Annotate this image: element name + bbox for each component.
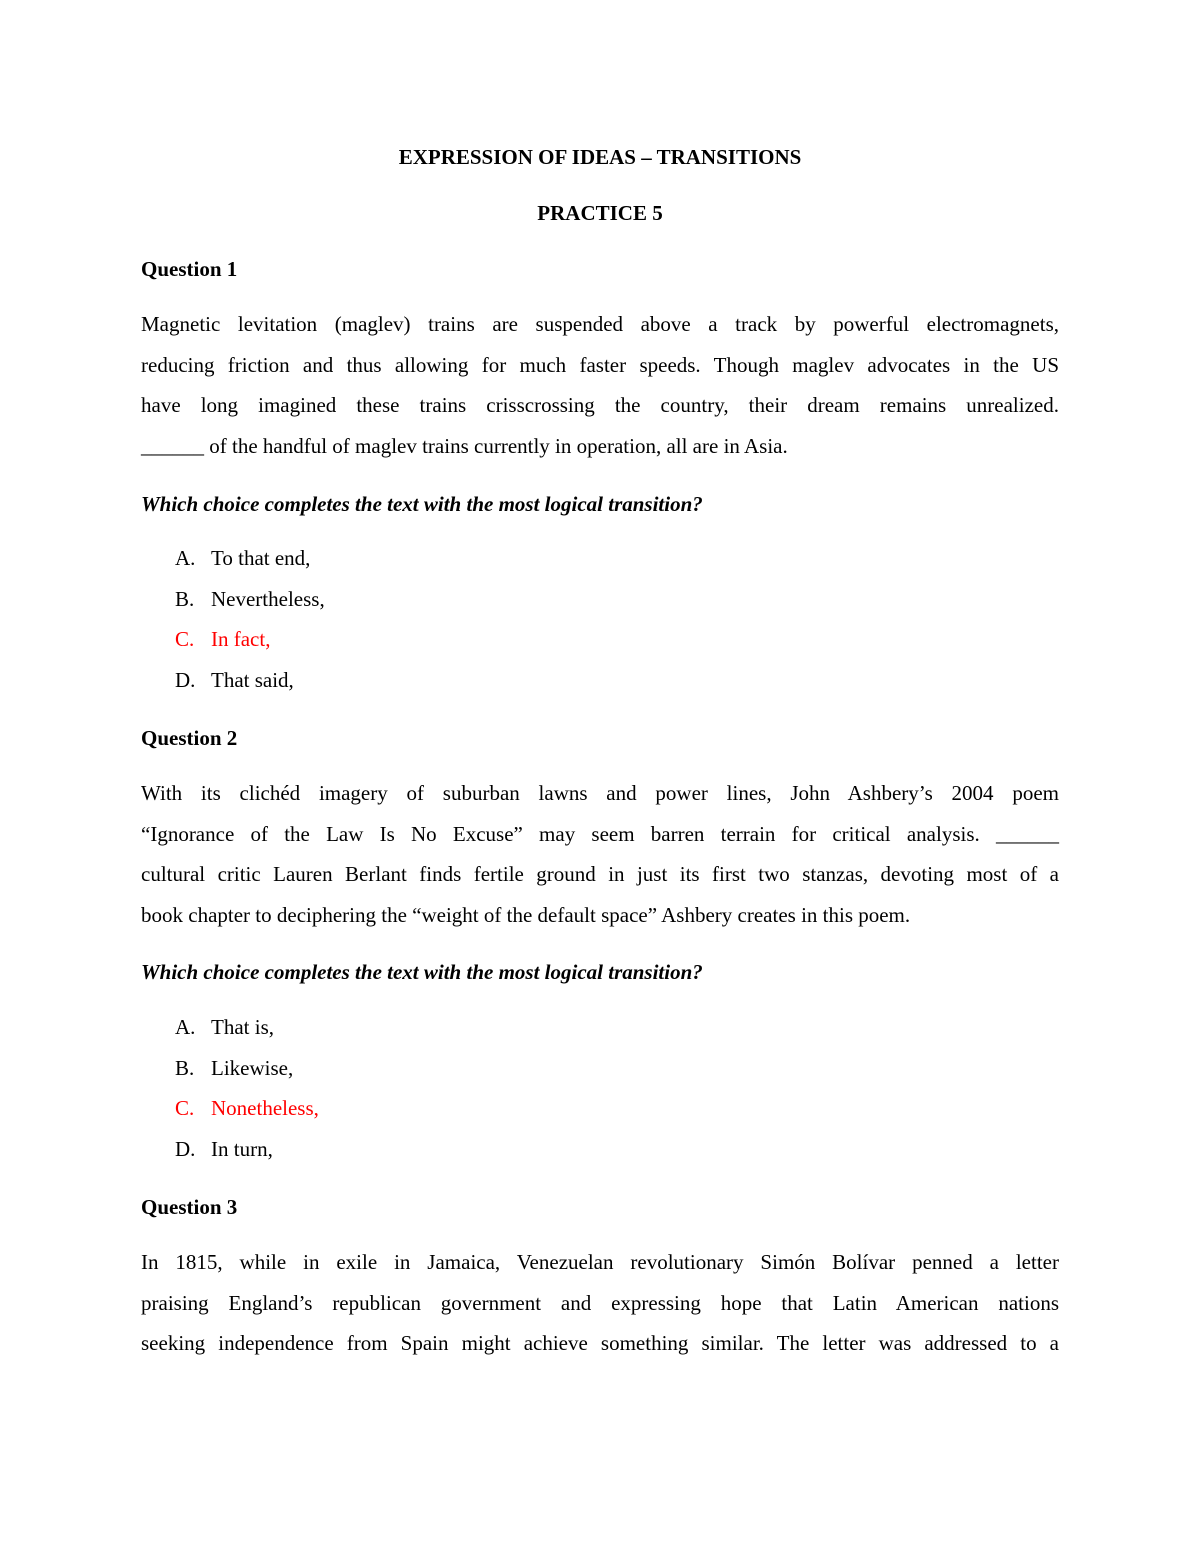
question-passage bbox=[141, 773, 1059, 936]
option-letter: C. bbox=[175, 627, 195, 652]
passage-line: ______ of the handful of maglev trains currently in operation, all are in Asia. bbox=[141, 434, 788, 459]
question-heading: Question 2 bbox=[141, 726, 238, 750]
passage-line: have long imagined these trains crisscrossing the country, their dream remains unrealized. bbox=[141, 393, 1059, 418]
option-text: Likewise, bbox=[211, 1055, 294, 1080]
option-text: Nonetheless, bbox=[211, 1096, 319, 1121]
answer-option-d[interactable] bbox=[175, 1129, 319, 1170]
question-passage bbox=[141, 304, 1059, 467]
option-text: Nevertheless, bbox=[211, 586, 325, 611]
question-prompt: Which choice completes the text with the most logical transition? bbox=[141, 960, 703, 984]
question-passage bbox=[141, 1242, 1059, 1364]
option-letter: C. bbox=[175, 1096, 195, 1121]
option-text: In turn, bbox=[211, 1137, 273, 1162]
passage-line: “Ignorance of the Law Is No Excuse” may seem barren terrain for critical analysis. ______ bbox=[141, 821, 1059, 846]
option-letter: D. bbox=[175, 668, 196, 693]
answer-option-b[interactable] bbox=[175, 1048, 319, 1089]
answer-option-c[interactable] bbox=[175, 619, 325, 660]
answer-option-c[interactable] bbox=[175, 1088, 319, 1129]
answer-option-b[interactable] bbox=[175, 579, 325, 620]
option-text: In fact, bbox=[211, 627, 271, 652]
passage-line: cultural critic Lauren Berlant finds fertile ground in just its first two stanzas, devoting most of a bbox=[141, 862, 1059, 887]
passage-line: In 1815, while in exile in Jamaica, Venezuelan revolutionary Simón Bolívar penned a letter bbox=[141, 1250, 1059, 1274]
answer-option-a[interactable] bbox=[175, 538, 325, 579]
option-letter: B. bbox=[175, 1055, 195, 1080]
option-letter: B. bbox=[175, 586, 195, 611]
answer-options bbox=[175, 1007, 319, 1170]
passage-line: With its clichéd imagery of suburban lawns and power lines, John Ashbery’s 2004 poem bbox=[141, 781, 1059, 805]
passage-line: Magnetic levitation (maglev) trains are suspended above a track by powerful electromagnets, bbox=[141, 312, 1059, 336]
question-prompt: Which choice completes the text with the most logical transition? bbox=[141, 492, 703, 516]
answer-options bbox=[175, 538, 325, 701]
document-title: EXPRESSION OF IDEAS – TRANSITIONS bbox=[398, 145, 802, 169]
question-heading: Question 1 bbox=[141, 257, 238, 281]
option-text: That said, bbox=[211, 668, 294, 693]
option-letter: A. bbox=[175, 1015, 196, 1039]
option-letter: D. bbox=[175, 1137, 196, 1162]
passage-line: praising England’s republican government and expressing hope that Latin American nations bbox=[141, 1290, 1059, 1315]
document-subtitle: PRACTICE 5 bbox=[537, 201, 663, 225]
question-heading: Question 3 bbox=[141, 1195, 238, 1219]
option-text: That is, bbox=[211, 1015, 274, 1039]
passage-line: seeking independence from Spain might achieve something similar. The letter was addressed to a bbox=[141, 1331, 1059, 1356]
option-letter: A. bbox=[175, 546, 196, 570]
answer-option-d[interactable] bbox=[175, 660, 325, 701]
passage-line: book chapter to deciphering the “weight of the default space” Ashbery creates in this poem. bbox=[141, 903, 911, 928]
option-text: To that end, bbox=[211, 546, 311, 570]
passage-line: reducing friction and thus allowing for much faster speeds. Though maglev advocates in the US bbox=[141, 352, 1059, 377]
answer-option-a[interactable] bbox=[175, 1007, 319, 1048]
